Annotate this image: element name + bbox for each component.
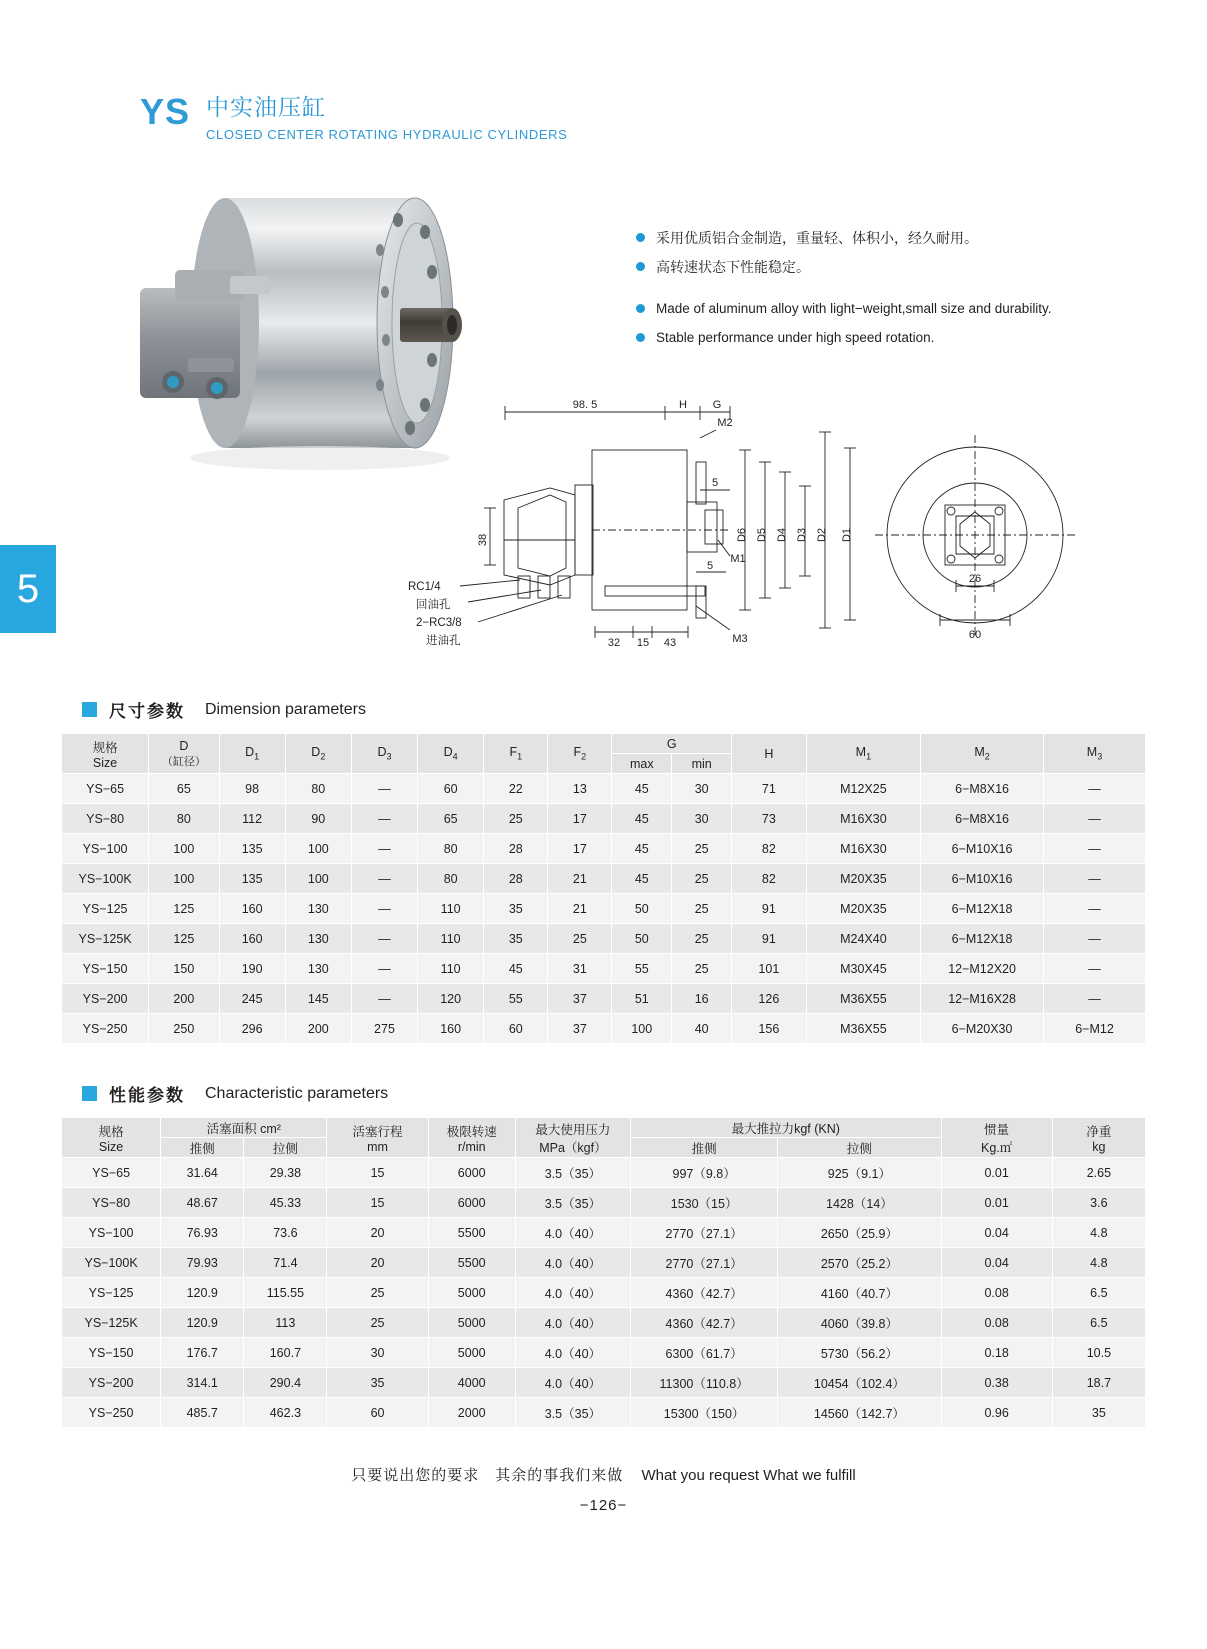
col-size: 规格 Size	[62, 1118, 161, 1158]
table-row: YS−125K 120.9 113 25 5000 4.0（40） 4360（42.7） 4060（39.8） 0.08 6.5	[62, 1308, 1146, 1338]
col-d2: $D_2$	[285, 734, 351, 774]
section-title-en: Characteristic parameters	[205, 1084, 389, 1102]
page-header	[140, 92, 567, 142]
chapter-number: 5	[16, 566, 40, 611]
col-f1: $F_1$	[484, 734, 548, 774]
col-d4: $D_4$	[418, 734, 484, 774]
col-force-pull: 拉侧	[778, 1138, 941, 1158]
col-pressure: 最大使用压力 MPa（kgf）	[515, 1118, 630, 1158]
dim-label-38: 38	[477, 533, 489, 547]
dim-label-43: 43	[663, 637, 677, 649]
dim-label-d6: D6	[736, 527, 748, 543]
col-size: 规格 Size	[62, 734, 149, 774]
col-speed: 极限转速 r/min	[428, 1118, 515, 1158]
dim-label-h: H	[679, 399, 687, 411]
dim-label-d1: D1	[841, 527, 853, 543]
table-row: YS−100 76.93 73.6 20 5500 4.0（40） 2770（27.1） 2650（25.9） 0.04 4.8	[62, 1218, 1146, 1248]
section-title-cn: 性能参数	[109, 1086, 185, 1105]
table-header-row	[62, 734, 1146, 754]
bullet-dot-icon	[636, 333, 645, 342]
section-title-en: Dimension parameters	[205, 700, 366, 718]
section-marker-icon	[82, 1086, 97, 1101]
table-row: YS−125 120.9 115.55 25 5000 4.0（40） 4360（42.7） 4160（40.7） 0.08 6.5	[62, 1278, 1146, 1308]
col-d1: $D_1$	[219, 734, 285, 774]
bullet-item	[636, 257, 1056, 277]
table-row: YS−100K 79.93 71.4 20 5500 4.0（40） 2770（27.1） 2570（25.2） 0.04 4.8	[62, 1248, 1146, 1278]
dim-label-32: 32	[607, 637, 621, 649]
dim-label-rc38: 2−RC3/8	[416, 617, 462, 629]
table-row: YS−150 176.7 160.7 30 5000 4.0（40） 6300（61.7） 5730（56.2） 0.18 10.5	[62, 1338, 1146, 1368]
bullet-dot-icon	[636, 262, 645, 271]
bullet-item	[636, 299, 1056, 319]
dim-label-5a: 5	[711, 477, 719, 489]
bullet-text: Made of aluminum alloy with light−weight,small size and durability.	[656, 301, 1052, 316]
dimension-parameters-table	[61, 733, 1146, 1044]
dim-label-d4: D4	[776, 527, 788, 543]
dim-label-m2: M2	[717, 417, 733, 429]
bullet-text: 高转速状态下性能稳定。	[656, 259, 810, 275]
footer-slogan	[0, 1464, 1207, 1485]
table-row: YS−125 125 160 130 — 110 35 21 50 25 91 M20X35 6−M12X18 —	[62, 894, 1146, 924]
col-m1: $M_1$	[806, 734, 920, 774]
col-area-push: 推侧	[161, 1138, 244, 1158]
table-row: YS−65 31.64 29.38 15 6000 3.5（35） 997（9.8） 925（9.1） 0.01 2.65	[62, 1158, 1146, 1188]
page-number: −126−	[579, 1497, 628, 1514]
col-inertia: 惯量 Kg.㎡	[941, 1118, 1052, 1158]
page-title-en: CLOSED CENTER ROTATING HYDRAULIC CYLINDERS	[206, 127, 568, 142]
bullet-text: 采用优质铝合金制造，重量轻、体积小，经久耐用。	[656, 230, 978, 246]
dim-label-d5: D5	[756, 527, 768, 543]
col-g: G	[612, 734, 732, 754]
product-code: YS	[140, 91, 191, 132]
bullet-item	[636, 328, 1056, 348]
technical-drawing	[400, 390, 1080, 680]
characteristic-parameters-table	[61, 1117, 1146, 1428]
table-row: YS−80 80 112 90 — 65 25 17 45 30 73 M16X30 6−M8X16 —	[62, 804, 1146, 834]
dim-label-rc14: RC1/4	[408, 581, 441, 593]
table-row: YS−200 200 245 145 — 120 55 37 51 16 126 M36X55 12−M16X28 —	[62, 984, 1146, 1014]
table-row: YS−100K 100 135 100 — 80 28 21 45 25 82 M20X35 6−M10X16 —	[62, 864, 1146, 894]
col-m2: $M_2$	[921, 734, 1044, 774]
dim-label-5b: 5	[706, 560, 714, 572]
bullet-text: Stable performance under high speed rotation.	[656, 330, 935, 345]
col-m3: $M_3$	[1044, 734, 1146, 774]
table-row: YS−250 250 296 200 275 160 60 37 100 40 156 M36X55 6−M20X30 6−M12	[62, 1014, 1146, 1044]
col-f2: $F_2$	[548, 734, 612, 774]
bullet-item	[636, 228, 1056, 248]
col-force: 最大推拉力kgf (KN)	[630, 1118, 941, 1138]
dim-label-g: G	[712, 399, 722, 411]
table-row: YS−65 65 98 80 — 60 22 13 45 30 71 M12X25 6−M8X16 —	[62, 774, 1146, 804]
page-title-cn: 中实油压缸	[206, 94, 327, 120]
table-row: YS−150 150 190 130 — 110 45 31 55 25 101 M30X45 12−M12X20 —	[62, 954, 1146, 984]
dim-label-m3: M3	[732, 633, 748, 645]
table-row: YS−250 485.7 462.3 60 2000 3.5（35） 15300（150） 14560（142.7） 0.96 35	[62, 1398, 1146, 1428]
header-titles	[206, 92, 567, 142]
table-header-row	[62, 1118, 1146, 1138]
section-marker-icon	[82, 702, 97, 717]
dim-label-inlet-port: 进油孔	[426, 635, 461, 647]
section-title-cn: 尺寸参数	[109, 702, 185, 721]
dim-label-d3: D3	[796, 527, 808, 543]
col-h: H	[732, 734, 807, 774]
feature-bullets	[636, 228, 1056, 357]
table-row: YS−200 314.1 290.4 35 4000 4.0（40） 11300（110.8） 10454（102.4） 0.38 18.7	[62, 1368, 1146, 1398]
section-heading-characteristic	[82, 1081, 388, 1106]
col-g-max: max	[612, 754, 672, 774]
dim-label-60: 60	[968, 629, 982, 641]
col-d3: $D_3$	[351, 734, 417, 774]
col-force-push: 推侧	[630, 1138, 777, 1158]
chapter-tab	[0, 545, 56, 633]
bullet-dot-icon	[636, 233, 645, 242]
dim-label-985: 98. 5	[572, 399, 598, 411]
table-row: YS−80 48.67 45.33 15 6000 3.5（35） 1530（15） 1428（14） 0.01 3.6	[62, 1188, 1146, 1218]
footer-slogan-cn: 只要说出您的要求 其余的事我们来做	[351, 1467, 624, 1484]
dim-label-m1: M1	[730, 553, 746, 565]
dim-label-15: 15	[636, 637, 650, 649]
footer-slogan-en: What you request What we fulfill	[641, 1467, 856, 1484]
col-stroke: 活塞行程 mm	[327, 1118, 428, 1158]
col-area-pull: 拉侧	[244, 1138, 327, 1158]
table-row: YS−125K 125 160 130 — 110 35 25 50 25 91 M24X40 6−M12X18 —	[62, 924, 1146, 954]
col-d: D （缸径）	[149, 734, 219, 774]
bullet-dot-icon	[636, 304, 645, 313]
section-heading-dimension	[82, 697, 366, 722]
dim-label-d2: D2	[816, 527, 828, 543]
col-weight: 净重 kg	[1052, 1118, 1145, 1158]
table-row: YS−100 100 135 100 — 80 28 17 45 25 82 M16X30 6−M10X16 —	[62, 834, 1146, 864]
col-g-min: min	[672, 754, 732, 774]
dim-label-return-port: 回油孔	[416, 599, 451, 611]
dim-label-26: 26	[968, 573, 982, 585]
col-piston-area: 活塞面积 cm²	[161, 1118, 327, 1138]
